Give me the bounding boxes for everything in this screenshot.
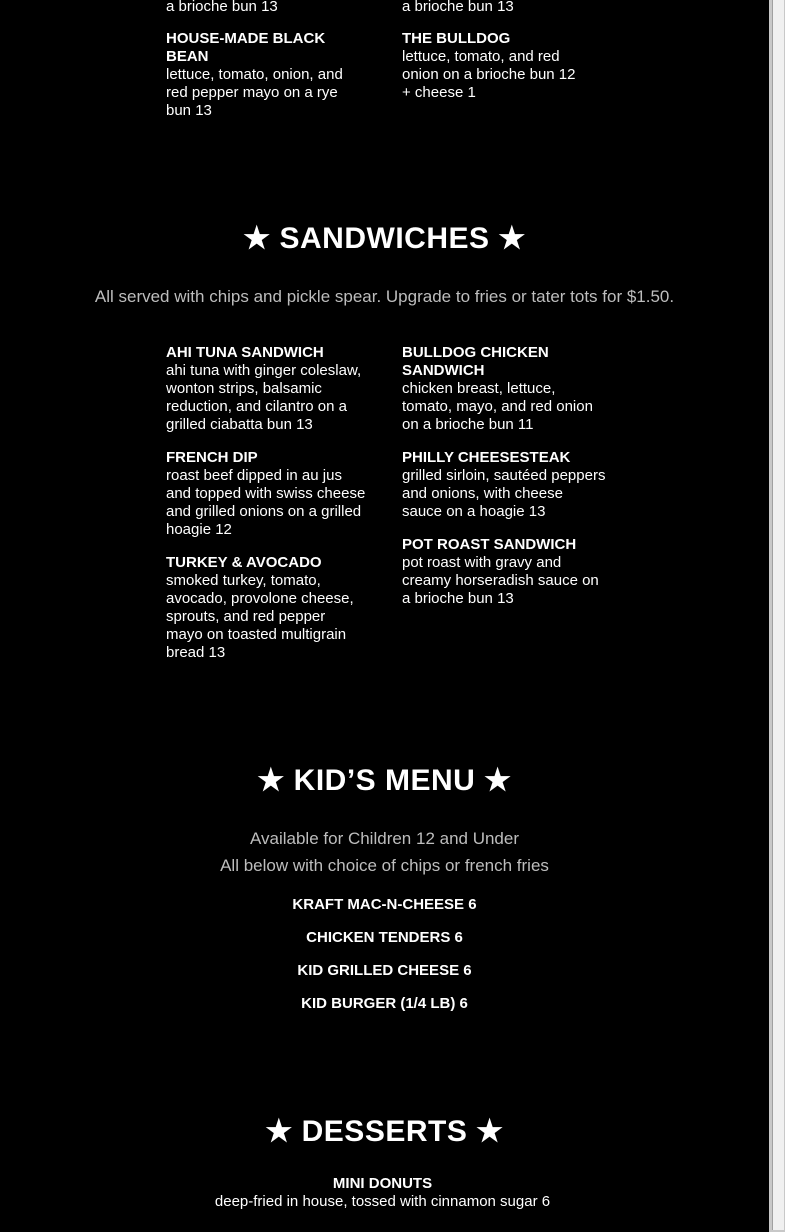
section-title-desserts: ★ DESSERTS ★ <box>265 1115 504 1148</box>
item-name: MINI DONUTS <box>332 1175 433 1192</box>
item-name: POT ROAST SANDWICH <box>402 536 577 553</box>
item-description: lettuce, tomato, onion, and red pepper mayo on a rye bun 13 <box>166 66 343 119</box>
kids-item-chicken-tenders: CHICKEN TENDERS 6 <box>306 929 463 946</box>
sandwich-item-french-dip <box>166 449 366 539</box>
sandwich-item-turkey-avocado <box>166 554 366 662</box>
item-name: BULLDOG CHICKEN SANDWICH <box>402 344 549 379</box>
item-name: AHI TUNA SANDWICH <box>166 344 324 361</box>
dessert-item-mini-donuts <box>0 1175 765 1211</box>
sandwich-item-bulldog-chicken <box>402 344 602 434</box>
kids-item-mac-n-cheese: KRAFT MAC-N-CHEESE 6 <box>292 896 477 913</box>
item-name: FRENCH DIP <box>166 449 258 466</box>
item-description: deep-fried in house, tossed with cinnamon sugar 6 <box>214 1193 551 1210</box>
item-name: PHILLY CHEESESTEAK <box>402 449 571 466</box>
kids-item-grilled-cheese: KID GRILLED CHEESE 6 <box>297 962 472 979</box>
item-name: HOUSE-MADE BLACK BEAN <box>166 30 326 65</box>
kids-note-age: Available for Children 12 and Under <box>249 829 520 848</box>
item-description: ahi tuna with ginger coleslaw, wonton strips, balsamic reduction, and cilantro on a grilled ciabatta bun 13 <box>166 362 362 433</box>
item-description: a brioche bun 13 <box>402 0 514 15</box>
item-description: lettuce, tomato, and red onion on a brioche bun 12 + cheese 1 <box>402 48 576 101</box>
item-description: smoked turkey, tomato, avocado, provolone cheese, sprouts, and red pepper mayo on toasted multigrain bread 13 <box>166 572 354 661</box>
sandwich-item-philly-cheesesteak <box>402 449 607 521</box>
sandwich-item-pot-roast <box>402 536 607 608</box>
section-title-sandwiches: ★ SANDWICHES ★ <box>243 222 526 255</box>
burger-item-black-bean <box>166 30 356 120</box>
item-description: roast beef dipped in au jus and topped with swiss cheese and grilled onions on a grilled hoagie 12 <box>166 467 366 538</box>
item-name: THE BULLDOG <box>402 30 511 47</box>
item-name: TURKEY & AVOCADO <box>166 554 322 571</box>
kids-note-sides: All below with choice of chips or french fries <box>220 856 549 875</box>
sandwich-item-ahi-tuna <box>166 344 371 434</box>
scrollbar-thumb[interactable] <box>772 0 784 1230</box>
sandwiches-note: All served with chips and pickle spear. Upgrade to fries or tater tots for $1.50. <box>94 287 675 306</box>
burger-item-bulldog <box>402 30 587 102</box>
item-description: grilled sirloin, sautéed peppers and onions, with cheese sauce on a hoagie 13 <box>402 467 606 520</box>
item-description: chicken breast, lettuce, tomato, mayo, and red onion on a brioche bun 11 <box>402 380 593 433</box>
section-title-kids-menu: ★ KID’S MENU ★ <box>257 764 512 797</box>
burger-item-prev-right <box>402 0 607 16</box>
burger-item-prev-left <box>166 0 371 16</box>
item-description: a brioche bun 13 <box>166 0 278 15</box>
kids-item-burger: KID BURGER (1/4 LB) 6 <box>301 995 468 1012</box>
item-description: pot roast with gravy and creamy horseradish sauce on a brioche bun 13 <box>402 554 599 607</box>
